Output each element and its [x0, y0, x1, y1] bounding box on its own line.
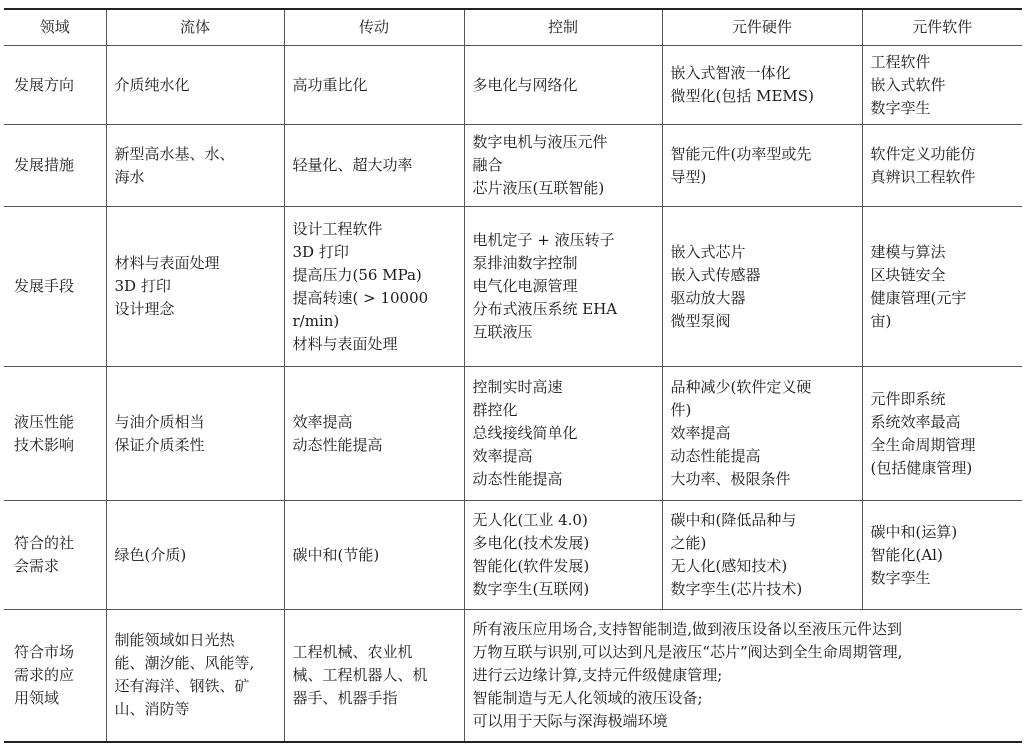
- cell-line: 山、消防等: [114, 700, 190, 719]
- cell-line: 碳中和(节能): [292, 545, 380, 564]
- cell-line: 软件定义功能仿: [870, 144, 976, 163]
- cell-line: 提高压力(56 MPa): [292, 265, 422, 284]
- cell-line: 液压性能: [14, 412, 75, 431]
- control-cell: [464, 367, 662, 501]
- cell-line: 能、潮汐能、风能等,: [114, 654, 255, 673]
- cell-line: 智能制造与无人化领域的液压设备;: [472, 688, 703, 707]
- header-domain: 领域: [4, 9, 106, 46]
- table-row: [4, 610, 1022, 742]
- cell-line: 元件即系统: [870, 389, 946, 408]
- cell-line: 数字孪生(芯片技术): [670, 580, 803, 598]
- cell-line: 电气化电源管理: [472, 277, 578, 295]
- header-software: 元件软件: [862, 9, 1022, 46]
- cell-line: 发展方向: [14, 75, 75, 94]
- fluid-cell: [106, 125, 284, 207]
- cell-line: 设计工程软件: [292, 219, 383, 238]
- control-cell: [464, 501, 662, 610]
- cell-line: 嵌入式智液一体化: [670, 64, 791, 82]
- cell-line: 动态性能提高: [472, 470, 563, 488]
- transmission-cell: [284, 610, 464, 742]
- hardware-cell: [662, 46, 862, 125]
- cell-line: 导型): [670, 167, 707, 186]
- cell-line: 数字孪生(互联网): [472, 580, 590, 598]
- cell-line: 建模与算法: [870, 242, 946, 261]
- table-row: [4, 367, 1022, 501]
- cell-line: 保证介质柔性: [114, 435, 205, 454]
- cell-line: 效率提高: [472, 447, 533, 465]
- cell-line: 海水: [114, 167, 145, 186]
- cell-line: 效率提高: [670, 424, 731, 442]
- cell-line: 多电化(技术发展): [472, 534, 590, 552]
- software-cell: [862, 125, 1022, 207]
- domain-cell: [4, 207, 106, 367]
- cell-line: 数字孪生: [870, 98, 931, 117]
- cell-line: 制能领域如日光热: [114, 631, 235, 650]
- cell-line: 材料与表面处理: [292, 334, 398, 353]
- cell-line: 智能元件(功率型或先: [670, 144, 812, 163]
- cell-line: 所有液压应用场合,支持智能制造,做到液压设备以至液压元件达到: [472, 619, 903, 638]
- hydraulics-development-table: [4, 8, 1022, 743]
- cell-line: 绿色(介质): [114, 545, 187, 564]
- cell-line: 嵌入式传感器: [670, 265, 761, 284]
- cell-line: 可以用于天际与深海极端环境: [472, 711, 668, 730]
- cell-line: (包括健康管理): [870, 458, 973, 477]
- software-cell: [862, 207, 1022, 367]
- cell-line: 碳中和(运算): [870, 522, 958, 541]
- cell-line: 符合的社: [14, 534, 75, 552]
- cell-line: 泵排油数字控制: [472, 254, 578, 272]
- cell-line: 动态性能提高: [670, 447, 761, 465]
- header-hardware: 元件硬件: [662, 9, 862, 46]
- cell-line: 群控化: [472, 401, 518, 419]
- cell-line: 智能化(软件发展): [472, 557, 590, 575]
- software-cell: [862, 501, 1022, 610]
- domain-cell: [4, 610, 106, 742]
- fluid-cell: [106, 207, 284, 367]
- cell-line: 设计理念: [114, 300, 175, 318]
- cell-line: 真辨识工程软件: [870, 167, 976, 186]
- cell-line: 控制实时高速: [472, 378, 563, 396]
- header-transmission: 传动: [284, 9, 464, 46]
- cell-line: 材料与表面处理: [114, 254, 220, 272]
- cell-line: 总线接线简单化: [472, 424, 578, 442]
- cell-line: 芯片液压(互联智能): [472, 179, 605, 197]
- transmission-cell: [284, 125, 464, 207]
- cell-line: 3D 打印: [114, 277, 171, 295]
- cell-line: 品种减少(软件定义硬: [670, 378, 812, 396]
- cell-line: 碳中和(降低品种与: [670, 511, 797, 529]
- transmission-cell: [284, 367, 464, 501]
- cell-line: 无人化(感知技术): [670, 557, 788, 575]
- table-container: [4, 8, 1022, 743]
- cell-line: 符合市场: [14, 642, 75, 661]
- cell-line: 械、工程机器人、机: [292, 665, 428, 684]
- cell-line: 介质纯水化: [114, 75, 190, 94]
- control-cell: [464, 46, 662, 125]
- domain-cell: [4, 125, 106, 207]
- cell-line: 高功重比化: [292, 75, 368, 94]
- software-cell: [862, 46, 1022, 125]
- hardware-cell: [662, 207, 862, 367]
- cell-line: 工程软件: [870, 52, 931, 71]
- fluid-cell: [106, 46, 284, 125]
- hardware-cell: [662, 125, 862, 207]
- merged-application-cell: [464, 610, 1022, 742]
- header-row: [4, 9, 1022, 46]
- cell-line: 全生命周期管理: [870, 435, 976, 454]
- cell-line: 还有海洋、钢铁、矿: [114, 677, 250, 696]
- cell-line: 工程机械、农业机: [292, 642, 413, 661]
- cell-line: 与油介质相当: [114, 412, 205, 431]
- cell-line: 微型化(包括 MEMS): [670, 87, 814, 105]
- cell-line: 电机定子 + 液压转子: [472, 231, 615, 249]
- cell-line: 效率提高: [292, 412, 353, 431]
- cell-line: 器手、机器手指: [292, 688, 398, 707]
- header-fluid: 流体: [106, 9, 284, 46]
- cell-line: 3D 打印: [292, 242, 349, 261]
- cell-line: 发展措施: [14, 156, 75, 174]
- cell-line: 宙): [870, 311, 892, 330]
- domain-cell: [4, 367, 106, 501]
- table-row: [4, 125, 1022, 207]
- cell-line: 需求的应: [14, 665, 75, 684]
- software-cell: [862, 367, 1022, 501]
- cell-line: 智能化(Al): [870, 545, 943, 564]
- cell-line: 动态性能提高: [292, 435, 383, 454]
- cell-line: 无人化(工业 4.0): [472, 511, 588, 529]
- fluid-cell: [106, 610, 284, 742]
- cell-line: 之能): [670, 534, 707, 552]
- table-row: [4, 207, 1022, 367]
- cell-line: 数字电机与液压元件: [472, 133, 608, 151]
- cell-line: 微型泵阀: [670, 311, 731, 330]
- cell-line: 进行云边缘计算,支持元件级健康管理;: [472, 665, 723, 684]
- domain-cell: [4, 501, 106, 610]
- cell-line: 数字孪生: [870, 568, 931, 587]
- domain-cell: [4, 46, 106, 125]
- cell-line: 提高转速( > 10000: [292, 288, 429, 307]
- cell-line: 嵌入式软件: [870, 75, 946, 94]
- control-cell: [464, 207, 662, 367]
- table-row: [4, 46, 1022, 125]
- header-control: 控制: [464, 9, 662, 46]
- cell-line: 大功率、极限条件: [670, 470, 791, 488]
- hardware-cell: [662, 367, 862, 501]
- fluid-cell: [106, 367, 284, 501]
- transmission-cell: [284, 46, 464, 125]
- cell-line: 新型高水基、水、: [114, 144, 235, 163]
- cell-line: 分布式液压系统 EHA: [472, 300, 618, 318]
- hardware-cell: [662, 501, 862, 610]
- cell-line: 健康管理(元宇: [870, 288, 967, 307]
- cell-line: 嵌入式芯片: [670, 242, 746, 261]
- cell-line: 万物互联与识别,可以达到凡是液压“芯片”阀达到全生命周期管理,: [472, 642, 903, 661]
- cell-line: 会需求: [14, 557, 60, 575]
- control-cell: [464, 125, 662, 207]
- transmission-cell: [284, 501, 464, 610]
- table-row: [4, 501, 1022, 610]
- cell-line: 用领域: [14, 688, 60, 707]
- cell-line: 轻量化、超大功率: [292, 156, 413, 174]
- cell-line: 互联液压: [472, 323, 533, 341]
- cell-line: r/min): [292, 311, 340, 330]
- cell-line: 区块链安全: [870, 265, 946, 284]
- cell-line: 融合: [472, 156, 503, 174]
- cell-line: 驱动放大器: [670, 288, 746, 307]
- cell-line: 件): [670, 401, 692, 419]
- transmission-cell: [284, 207, 464, 367]
- cell-line: 系统效率最高: [870, 412, 961, 431]
- fluid-cell: [106, 501, 284, 610]
- cell-line: 多电化与网络化: [472, 75, 578, 94]
- cell-line: 技术影响: [14, 435, 75, 454]
- cell-line: 发展手段: [14, 277, 75, 295]
